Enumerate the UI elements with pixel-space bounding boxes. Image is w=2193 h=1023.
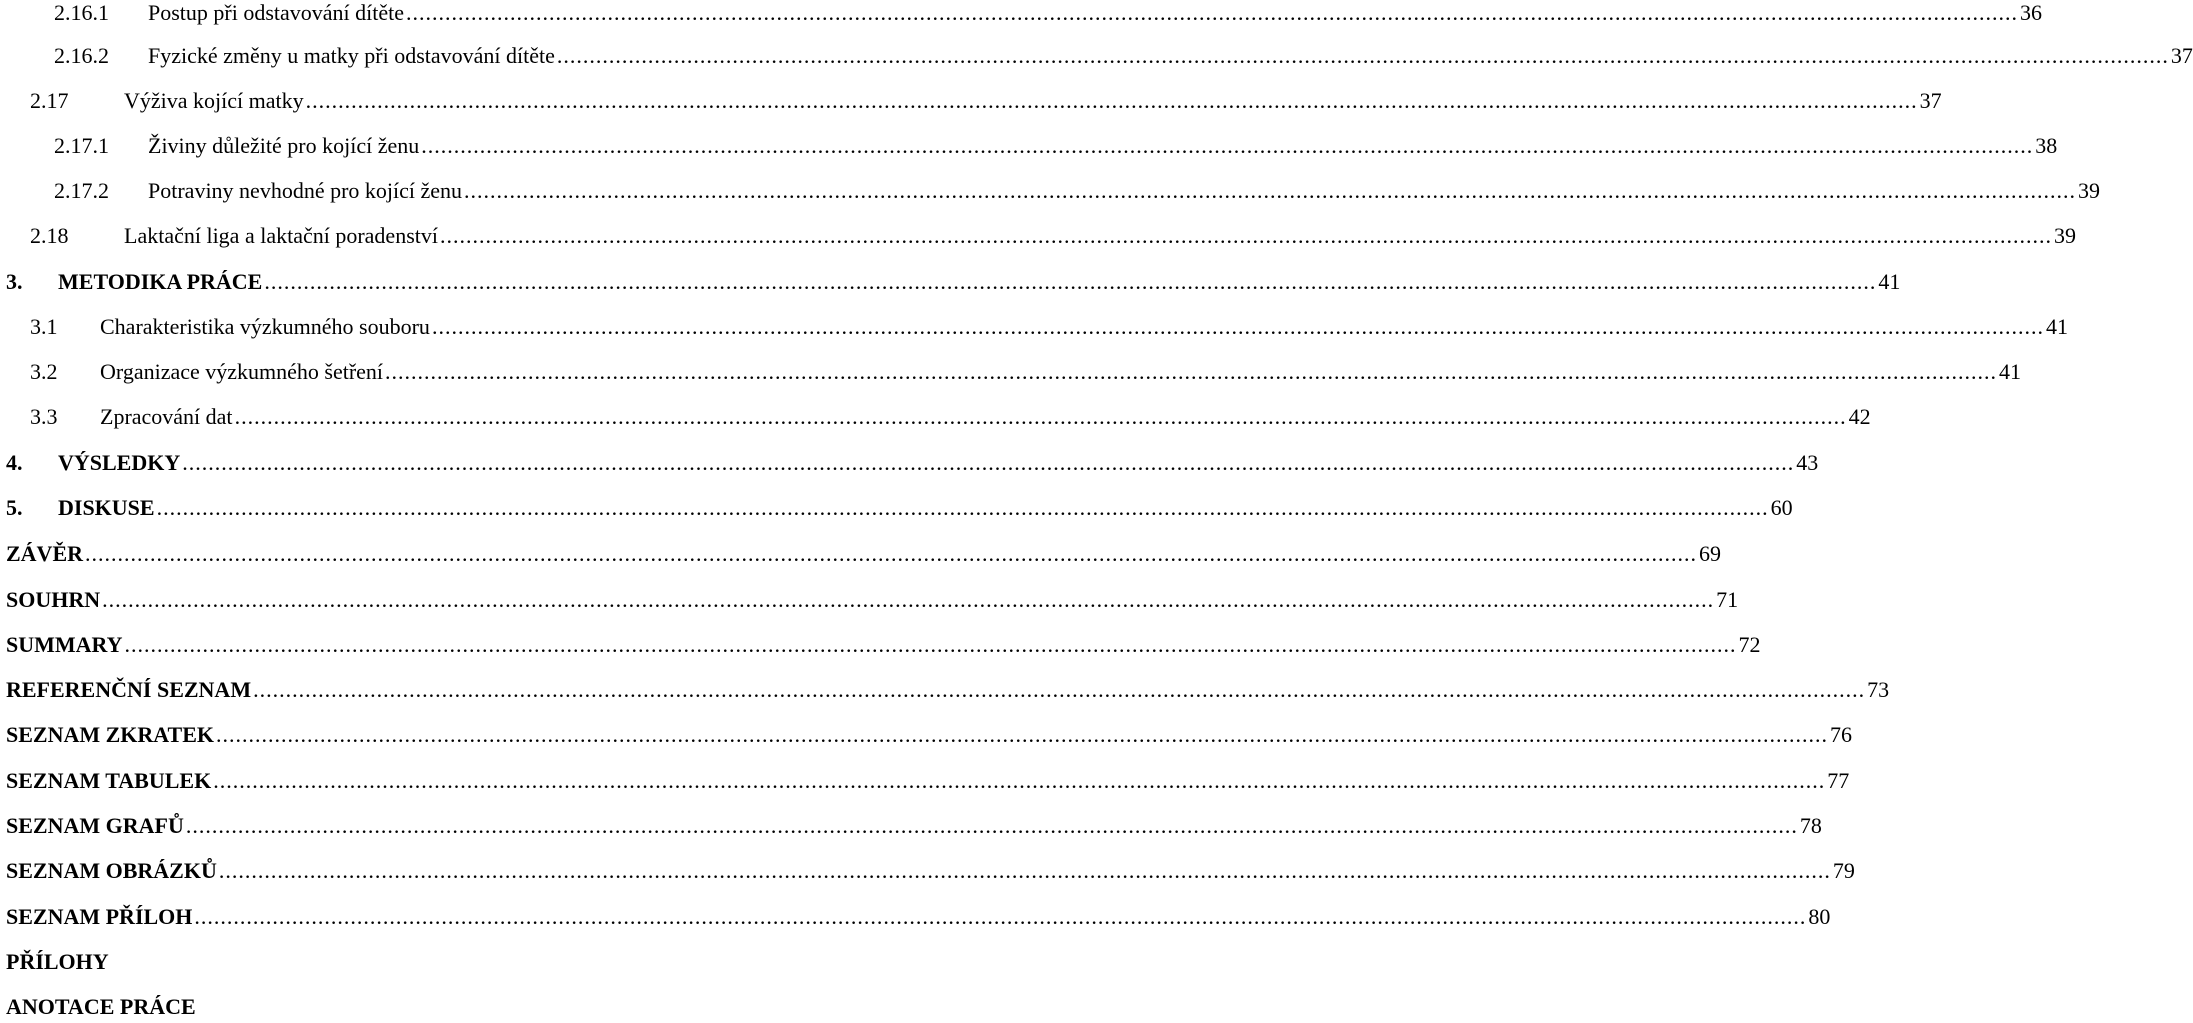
toc-entry-title: SEZNAM GRAFŮ: [6, 813, 184, 838]
toc-entry-title: SEZNAM ZKRATEK: [6, 722, 215, 747]
toc-entry-page: 72: [1738, 632, 1761, 657]
dot-leader: [235, 401, 1847, 433]
toc-entry-souhrn[interactable]: [0, 584, 1739, 616]
dot-leader: [264, 266, 1876, 298]
toc-entry-5[interactable]: [0, 492, 1793, 524]
dot-leader: [194, 901, 1806, 933]
dot-leader: [385, 356, 1997, 388]
toc-entry-title: Živiny důležité pro kojící ženu: [148, 133, 420, 158]
toc-entry-page: 41: [2045, 314, 2068, 339]
toc-entry-page: 80: [1808, 904, 1831, 929]
dot-leader: [421, 130, 2033, 162]
toc-entry-title: Charakteristika výzkumného souboru: [100, 314, 430, 339]
dot-leader: [440, 220, 2052, 252]
toc-entry-page: 79: [1832, 858, 1855, 883]
toc-entry-page: 60: [1770, 495, 1793, 520]
toc-entry-number: 4.: [6, 450, 23, 475]
toc-entry-seznam-zkratek[interactable]: [0, 719, 1853, 751]
toc-entry-page: 37: [1919, 88, 1942, 113]
toc-entry-seznam-grafu[interactable]: [0, 810, 1822, 842]
toc-entry-2-16-1[interactable]: [0, 0, 2043, 29]
toc-entry-number: 2.18: [30, 223, 69, 248]
dot-leader: [253, 674, 1865, 706]
toc-entry-title: METODIKA PRÁCE: [58, 269, 263, 294]
toc-entry-title: SEZNAM TABULEK: [6, 768, 212, 793]
toc-entry-2-17-2[interactable]: [0, 175, 2101, 207]
toc-entry-title: SEZNAM OBRÁZKŮ: [6, 858, 217, 883]
toc-entry-title: PŘÍLOHY: [6, 949, 109, 974]
toc-entry-title: Potraviny nevhodné pro kojící ženu: [148, 178, 463, 203]
toc-entry-title: Postup při odstavování dítěte: [148, 0, 405, 25]
dot-leader: [186, 810, 1798, 842]
toc-entry-title: Zpracování dat: [100, 404, 233, 429]
toc-entry-2-17[interactable]: [0, 85, 1942, 117]
toc-entry-summary[interactable]: [0, 629, 1761, 661]
toc-entry-page: 69: [1699, 541, 1722, 566]
toc-entry-number: 3.1: [30, 314, 58, 339]
dot-leader: [216, 719, 1828, 751]
toc-entry-number: 2.16.1: [54, 0, 109, 25]
toc-entry-page: 78: [1799, 813, 1822, 838]
toc-entry-3-3[interactable]: [0, 401, 1871, 433]
dot-leader: [182, 447, 1794, 479]
toc-entry-page: 73: [1867, 677, 1890, 702]
toc-entry-title: ANOTACE PRÁCE: [6, 994, 196, 1019]
toc-entry-number: 3.3: [30, 404, 58, 429]
toc-entry-title: SOUHRN: [6, 587, 101, 612]
dot-leader: [557, 40, 2169, 72]
dot-leader: [85, 538, 1697, 570]
toc-entry-title: Laktační liga a laktační poradenství: [124, 223, 438, 248]
toc-entry-title: Výživa kojící matky: [124, 88, 304, 113]
dot-leader: [157, 492, 1769, 524]
toc-entry-title: ZÁVĚR: [6, 541, 84, 566]
toc-entry-number: 3.: [6, 269, 23, 294]
toc-entry-2-18[interactable]: [0, 220, 2076, 252]
toc-entry-number: 5.: [6, 495, 23, 520]
toc-entry-page: 76: [1830, 722, 1853, 747]
toc-entry-4[interactable]: [0, 447, 1819, 479]
toc-entry-page: 77: [1827, 768, 1850, 793]
toc-entry-seznam-tabulek[interactable]: [0, 765, 1850, 797]
toc-entry-referencni-seznam[interactable]: [0, 674, 1890, 706]
toc-entry-seznam-obrazku[interactable]: [0, 855, 1855, 887]
toc-entry-page: 41: [1878, 269, 1901, 294]
toc-entry-anotace-prace[interactable]: [0, 991, 960, 1023]
toc-entry-page: 37: [2170, 43, 2193, 68]
dot-leader: [102, 584, 1714, 616]
toc-entry-page: 39: [2053, 223, 2076, 248]
toc-entry-number: 2.17: [30, 88, 69, 113]
toc-entry-3-1[interactable]: [0, 311, 2068, 343]
toc-entry-zaver[interactable]: [0, 538, 1722, 570]
toc-entry-title: DISKUSE: [58, 495, 155, 520]
toc-entry-2-16-2[interactable]: [0, 40, 2193, 72]
toc-entry-prilohy[interactable]: [0, 946, 960, 978]
toc-entry-title: Fyzické změny u matky při odstavování dítěte: [148, 43, 555, 68]
toc-entry-page: 71: [1716, 587, 1739, 612]
dot-leader: [213, 765, 1825, 797]
toc-entry-number: 2.17.2: [54, 178, 109, 203]
toc-entry-title: SUMMARY: [6, 632, 123, 657]
dot-leader: [219, 855, 1831, 887]
toc-entry-page: 43: [1796, 450, 1819, 475]
toc-entry-seznam-priloh[interactable]: [0, 901, 1831, 933]
toc-entry-title: REFERENČNÍ SEZNAM: [6, 677, 252, 702]
toc-entry-2-17-1[interactable]: [0, 130, 2058, 162]
toc-entry-page: 38: [2035, 133, 2058, 158]
dot-leader: [306, 85, 1918, 117]
toc-entry-3-2[interactable]: [0, 356, 2022, 388]
toc-entry-number: 2.17.1: [54, 133, 109, 158]
dot-leader: [406, 0, 2018, 29]
toc-entry-page: 39: [2078, 178, 2101, 203]
toc-entry-title: Organizace výzkumného šetření: [100, 359, 384, 384]
toc-entry-page: 42: [1848, 404, 1871, 429]
toc-entry-number: 3.2: [30, 359, 58, 384]
toc-entry-3[interactable]: [0, 266, 1901, 298]
toc-entry-title: VÝSLEDKY: [58, 450, 181, 475]
toc-entry-title: SEZNAM PŘÍLOH: [6, 904, 193, 929]
dot-leader: [125, 629, 1737, 661]
toc-entry-number: 2.16.2: [54, 43, 109, 68]
toc-entry-page: 36: [2020, 0, 2043, 25]
dot-leader: [432, 311, 2044, 343]
dot-leader: [464, 175, 2076, 207]
toc-entry-page: 41: [1999, 359, 2022, 384]
